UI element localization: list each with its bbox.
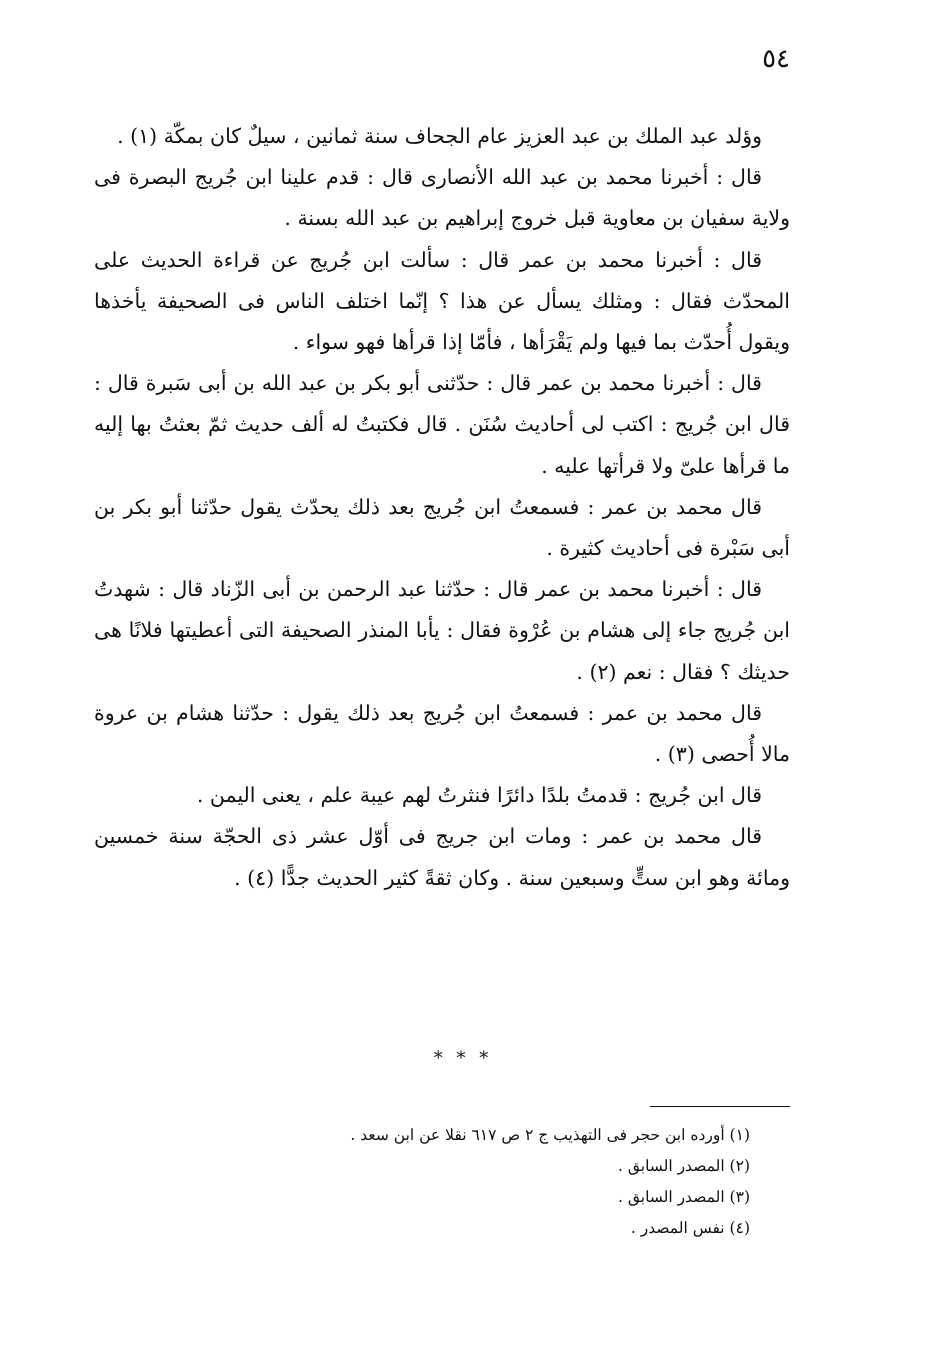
paragraph: قال : أخبرنا محمد بن عبد الله الأنصارى قال : قدم علينا ابن جُريج البصرة فى ولاية سفيان بن معاوية قبل خروج إبراهيم بن عبد الله بسنة . [94, 165, 790, 231]
footnote-item: (١) أورده ابن حجر فى التهذيب ج ٢ ص ٦١٧ نقلا عن ابن سعد . [350, 1126, 750, 1144]
footnote-rule [650, 1106, 790, 1107]
paragraph: قال محمد بن عمر : فسمعتُ ابن جُريج بعد ذلك يحدّث يقول حدّثنا أبو بكر بن أبى سَبْرة فى أحاديث كثيرة . [94, 494, 790, 561]
page-number: ٥٤ [762, 44, 790, 74]
footnote-item: (٣) المصدر السابق . [617, 1188, 750, 1206]
paragraph: قال : أخبرنا محمد بن عمر قال : حدّثنى أبو بكر بن عبد الله بن أبى سَبرة قال : قال ابن جُريج : اكتب لى أحاديث سُنَن . قال فكتبتُ له ألف حديث ثمّ بعثتُ بها إليه ما قرأها علىّ ولا قرأتها عليه . [94, 371, 790, 478]
paragraph: قال ابن جُريج : قدمتُ بلدًا دائرًا فنثرتُ لهم عيبة علم ، يعنى اليمن . [196, 783, 762, 808]
paragraph: قال : أخبرنا محمد بن عمر قال : سألت ابن جُريج عن قراءة الحديث على المحدّث فقال : ومثلك يسأل عن هذا ؟ إنّما اختلف الناس فى الصحيفة يأخذها ويقول أُحدّث بما فيها ولم يَقْرَأها ، فأمّا إذا قرأها فهو سواء . [94, 247, 790, 355]
paragraph: قال : أخبرنا محمد بن عمر قال : حدّثنا عبد الرحمن بن أبى الزّناد قال : شهدتُ ابن جُريج جاء إلى هشام بن عُرْوة فقال : يأبا المنذر الصحيفة التى أعطيتها فلانًا هى حديثك ؟ فقال : نعم (٢) . [94, 577, 790, 684]
footnote-item: (٤) نفس المصدر . [630, 1219, 750, 1237]
main-text [94, 116, 790, 899]
footnote-item: (٢) المصدر السابق . [617, 1157, 750, 1175]
paragraph: قال محمد بن عمر : فسمعتُ ابن جُريج بعد ذلك يقول : حدّثنا هشام بن عروة مالا أُحصى (٣) . [94, 700, 790, 767]
section-separator: * * * [433, 1048, 493, 1069]
paragraph: قال محمد بن عمر : ومات ابن جريج فى أوّل عشر ذى الحجّة سنة خمسين ومائة وهو ابن ستٍّ وسبعين سنة . وكان ثقةً كثير الحديث جدًّا (٤) . [94, 824, 790, 890]
paragraph: وؤلد عبد الملك بن عبد العزيز عام الجحاف سنة ثمانين ، سيلٌ كان بمكّة (١) . [117, 124, 762, 148]
footnotes [190, 1120, 750, 1244]
